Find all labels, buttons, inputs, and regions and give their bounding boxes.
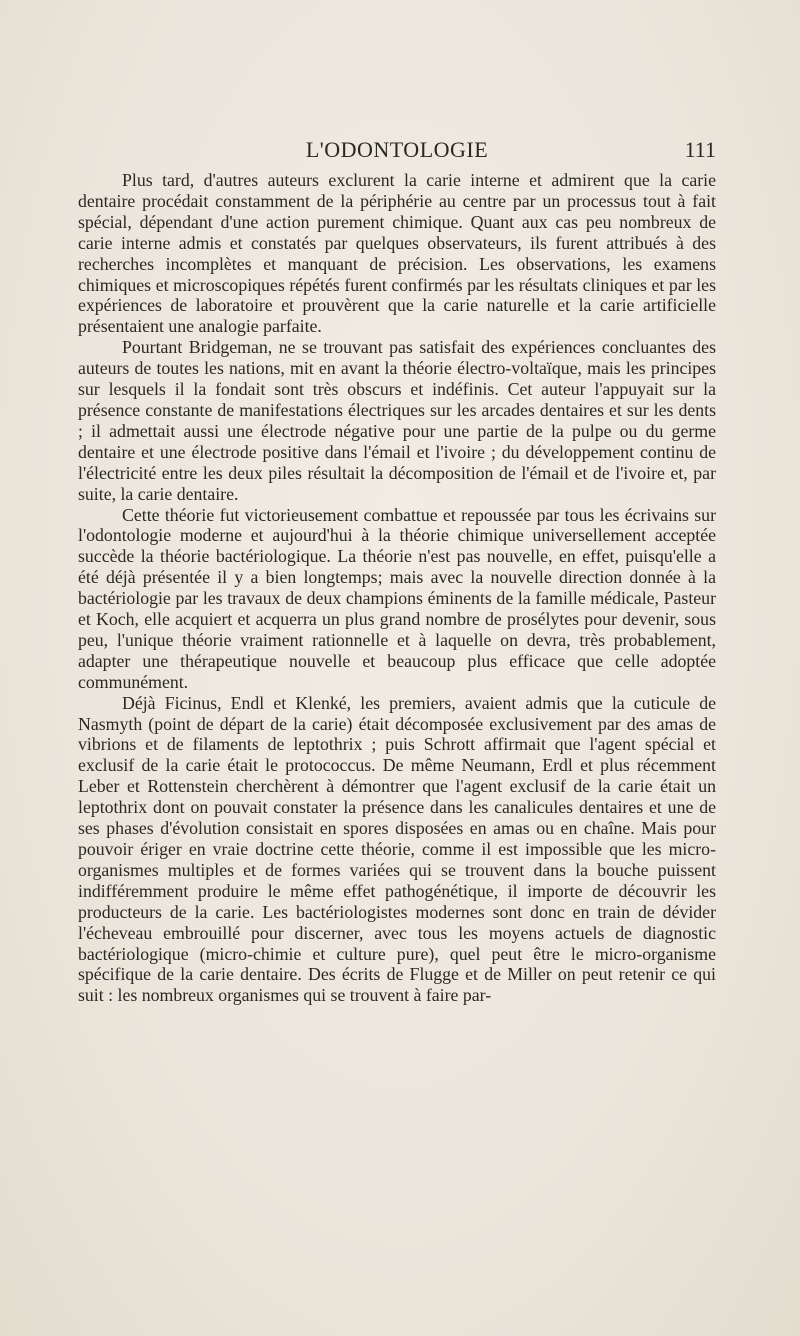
running-head-title: L'ODONTOLOGIE [305,137,489,162]
paragraph-2: Pourtant Bridgeman, ne se trouvant pas satisfait des expériences concluantes des auteurs de toutes les nations, mit en avant la théorie électro-voltaïque, mais les principes sur lesquels il la fondait sont très obscurs et indéfinis. Cet auteur l'appuyait sur la présence constante de manifestations électriques sur les arcades dentaires et sur les dents ; il admettait aussi une électrode négative pour une partie de la pulpe ou du germe dentaire et une électrode positive dans l'émail et l'ivoire ; du développement continu de l'électricité entre les deux piles résultait la décomposition de l'émail et de l'ivoire et, par suite, la carie dentaire. [78,337,716,504]
paragraph-4: Déjà Ficinus, Endl et Klenké, les premiers, avaient admis que la cuticule de Nasmyth (point de départ de la carie) était décomposée exclusivement par des amas de vibrions et de filaments de leptothrix ; puis Schrott affirmait que l'agent spécial et exclusif de la carie était le protococcus. De même Neumann, Erdl et plus récemment Leber et Rottenstein cherchèrent à démontrer que l'agent exclusif de la carie était un leptothrix dont on pouvait constater la présence dans les canalicules dentaires et une de ses phases d'évolution consistait en spores disposées en amas ou en chaîne. Mais pour pouvoir ériger en vraie doctrine cette théorie, comme il est impossible que les micro-organismes multiples et de formes variées qui se trouvent dans la bouche puissent indifféremment produire le même effet pathogénétique, il importe de découvrir les producteurs de la carie. Les bactériologistes modernes sont donc en train de dévider l'écheveau embrouillé pour discerner, avec tous les moyens actuels de diagnostic bactériologique (micro-chimie et culture pure), quel peut être le micro-organisme spécifique de la carie dentaire. Des écrits de Flugge et de Miller on peut retenir ce qui suit : les nombreux organismes qui se trouvent à faire par- [78,692,716,1006]
paragraph-1: Plus tard, d'autres auteurs exclurent la carie interne et admirent que la carie dentaire procédait constamment de la périphérie au centre par un processus tout à fait spécial, dépendant d'une action purement chimique. Quant aux cas peu nombreux de carie interne admis et constatés par quelques observateurs, ils furent attribués à des recherches incomplètes et manquant de précision. Les observations, les examens chimiques et microscopiques répétés furent confirmés par les résultats cliniques et par les expériences de laboratoire et prouvèrent que la carie naturelle et la carie artificielle présentaient une analogie parfaite. [78,170,716,337]
body-text [78,170,716,1006]
page-number: 111 [684,137,716,162]
running-head [78,137,716,165]
paragraph-3: Cette théorie fut victorieusement combattue et repoussée par tous les écrivains sur l'odontologie moderne et aujourd'hui à la théorie chimique universellement acceptée succède la théorie bactériologique. La théorie n'est pas nouvelle, en effet, puisqu'elle a été déjà présentée il y a bien longtemps; mais avec la nouvelle direction donnée à la bactériologie par les travaux de deux champions éminents de la famille médicale, Pasteur et Koch, elle acquiert et acquerra un plus grand nombre de prosélytes pour devenir, sous peu, l'unique théorie vraiment rationnelle et à laquelle on devra, très probablement, adapter une thérapeutique nouvelle et beaucoup plus efficace que celle adoptée communément. [78,504,716,692]
